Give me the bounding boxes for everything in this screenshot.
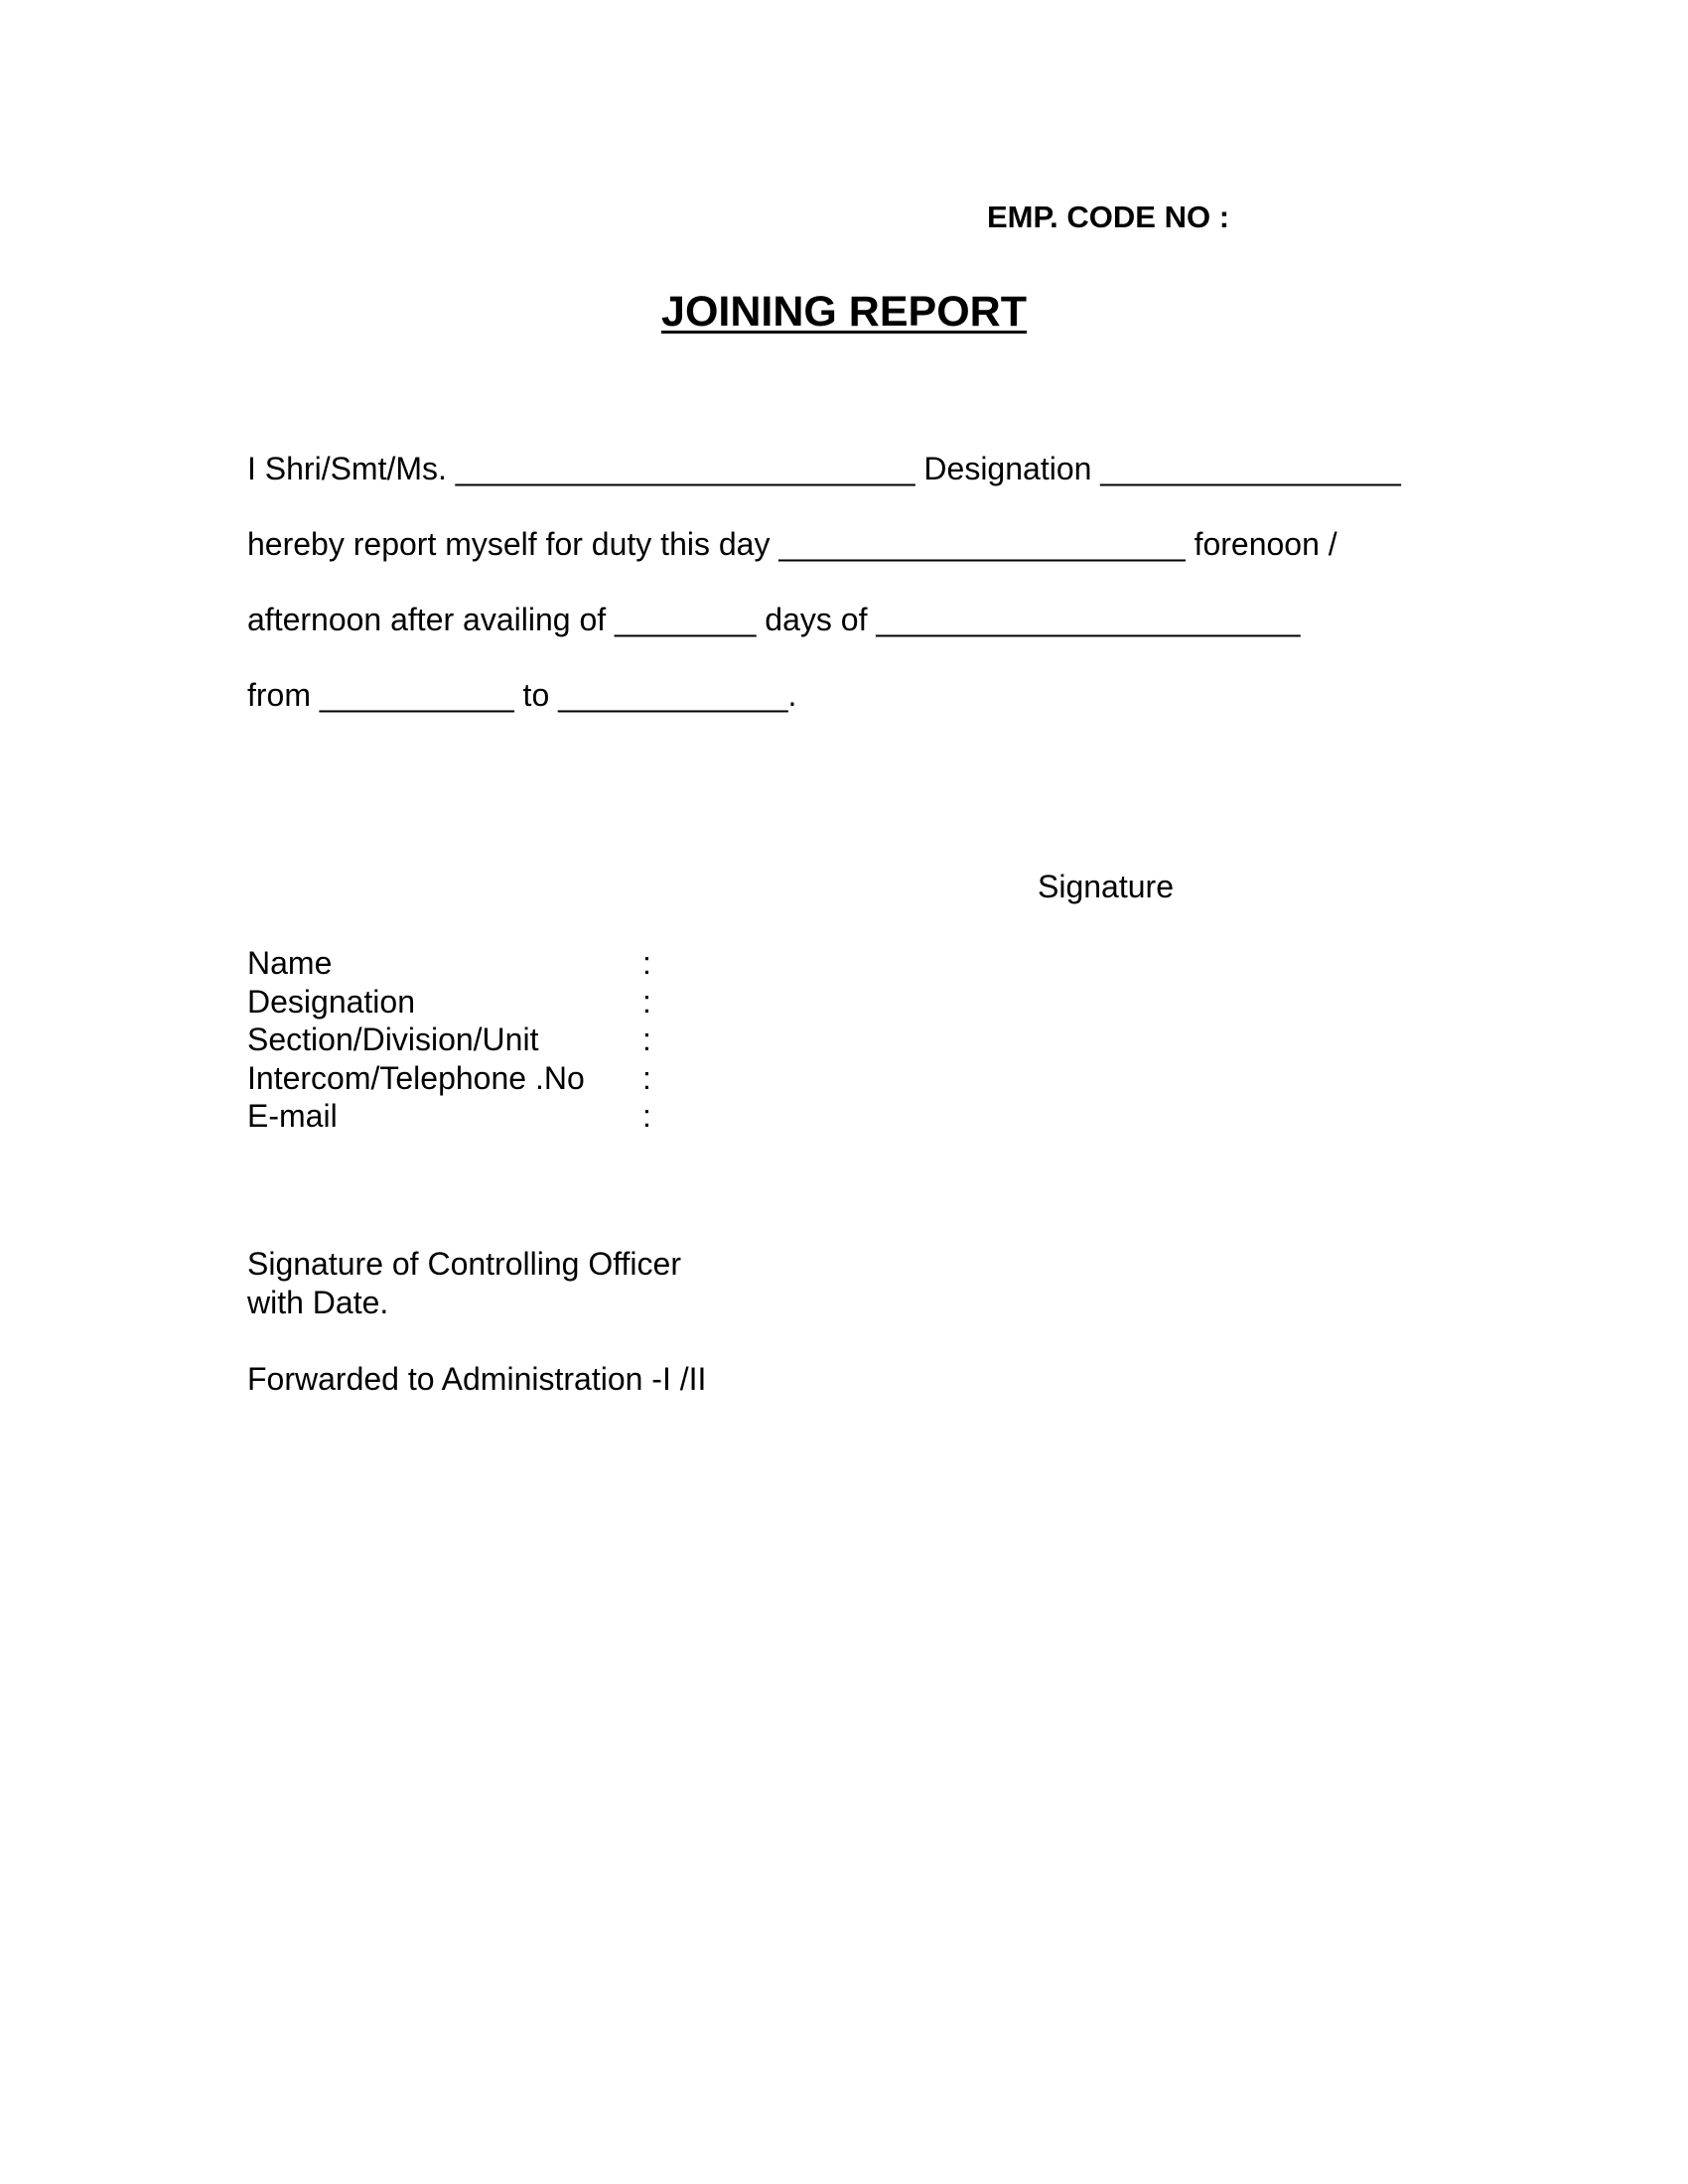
forwarded-to-label: Forwarded to Administration -I /II [247,1361,707,1397]
details-label: Section/Division/Unit [247,1022,539,1057]
details-separator: : [642,1022,651,1057]
details-label: E-mail [247,1098,338,1134]
report-line-duty: hereby report myself for duty this day _______________________ forenoon / [247,526,1337,562]
details-separator: : [642,1098,651,1134]
details-label: Designation [247,983,415,1020]
report-line-name: I Shri/Smt/Ms. __________________________ Designation _________________ [247,451,1401,486]
details-label: Name [247,945,333,981]
details-separator: : [642,983,651,1020]
report-line-period: from ___________ to _____________. [247,677,797,713]
signature-label: Signature [1038,869,1174,904]
controlling-officer-date-label: with Date. [247,1284,389,1320]
page-title-text: JOINING REPORT [661,288,1027,336]
details-separator: : [642,1059,651,1096]
controlling-officer-block [247,1245,681,1321]
emp-code-label: EMP. CODE NO : [987,200,1230,234]
controlling-officer-signature-label: Signature of Controlling Officer [247,1246,681,1282]
details-separator: : [642,945,651,981]
report-line-leave: afternoon after availing of ________ days of ________________________ [247,602,1301,637]
page-title [0,286,1688,338]
details-label: Intercom/Telephone .No [247,1059,585,1096]
